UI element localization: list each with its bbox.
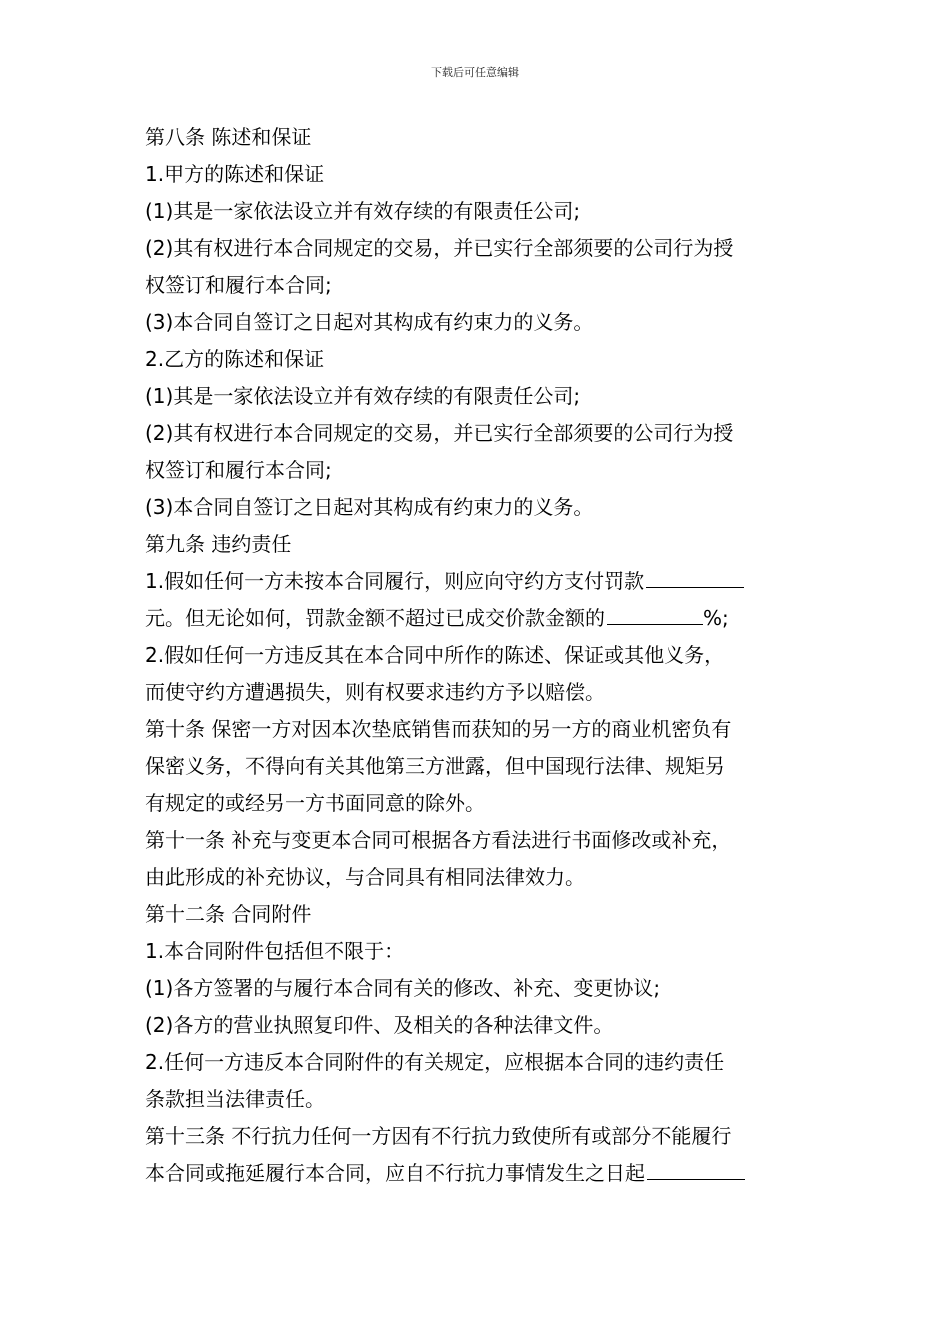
- party-b-item-2: (2)其有权进行本合同规定的交易，并已实行全部须要的公司行为授: [145, 421, 734, 445]
- party-a-item-2: (2)其有权进行本合同规定的交易，并已实行全部须要的公司行为授: [145, 236, 734, 260]
- penalty-amount-blank: [646, 567, 744, 588]
- annex-item-2: 2.任何一方违反本合同附件的有关规定，应根据本合同的违约责任: [145, 1050, 725, 1074]
- party-b-item-3: (3)本合同自签订之日起对其构成有约束力的义务。: [145, 495, 594, 519]
- party-b-item-2-cont: 权签订和履行本合同;: [145, 458, 332, 482]
- article-10-cont-2: 有规定的或经另一方书面同意的除外。: [145, 791, 485, 815]
- page-header: 下载后可任意编辑: [431, 66, 519, 79]
- article-11-cont: 由此形成的补充协议，与合同具有相同法律效力。: [145, 865, 585, 889]
- penalty-cap-text: 元。但无论如何，罚款金额不超过已成交价款金额的: [145, 606, 605, 630]
- party-b-heading: 2.乙方的陈述和保证: [145, 347, 325, 371]
- party-b-item-1: (1)其是一家依法设立并有效存续的有限责任公司;: [145, 384, 581, 408]
- breach-item-2: 2.假如任何一方违反其在本合同中所作的陈述、保证或其他义务，: [145, 643, 725, 667]
- article-11: 第十一条 补充与变更本合同可根据各方看法进行书面修改或补充，: [145, 828, 732, 852]
- article-13-cont-text: 本合同或拖延履行本合同，应自不行抗力事情发生之日起: [145, 1161, 645, 1185]
- party-a-item-1: (1)其是一家依法设立并有效存续的有限责任公司;: [145, 199, 581, 223]
- article-10-cont-1: 保密义务，不得向有关其他第三方泄露，但中国现行法律、规矩另: [145, 754, 725, 778]
- percent-suffix: %;: [703, 606, 729, 630]
- penalty-cap-line: [145, 600, 807, 637]
- annex-item-1: 1.本合同附件包括但不限于：: [145, 939, 405, 963]
- article-9-heading: 第九条 违约责任: [145, 532, 292, 556]
- penalty-line: [145, 563, 807, 600]
- penalty-percent-blank: [607, 604, 703, 625]
- article-10: 第十条 保密一方对因本次垫底销售而获知的另一方的商业机密负有: [145, 717, 732, 741]
- party-a-item-3: (3)本合同自签订之日起对其构成有约束力的义务。: [145, 310, 594, 334]
- article-13: 第十三条 不行抗力任何一方因有不行抗力致使所有或部分不能履行: [145, 1124, 732, 1148]
- penalty-text: 1.假如任何一方未按本合同履行，则应向守约方支付罚款: [145, 569, 645, 593]
- annex-sub-2: (2)各方的营业执照复印件、及相关的各种法律文件。: [145, 1013, 614, 1037]
- annex-sub-1: (1)各方签署的与履行本合同有关的修改、补充、变更协议;: [145, 976, 661, 1000]
- force-majeure-days-blank: [647, 1159, 745, 1180]
- annex-item-2-cont: 条款担当法律责任。: [145, 1087, 325, 1111]
- breach-item-2-cont: 而使守约方遭遇损失，则有权要求违约方予以赔偿。: [145, 680, 605, 704]
- document-body: [145, 119, 807, 1192]
- article-8-heading: 第八条 陈述和保证: [145, 125, 312, 149]
- party-a-heading: 1.甲方的陈述和保证: [145, 162, 325, 186]
- party-a-item-2-cont: 权签订和履行本合同;: [145, 273, 332, 297]
- article-12-heading: 第十二条 合同附件: [145, 902, 312, 926]
- article-13-cont: [145, 1155, 807, 1192]
